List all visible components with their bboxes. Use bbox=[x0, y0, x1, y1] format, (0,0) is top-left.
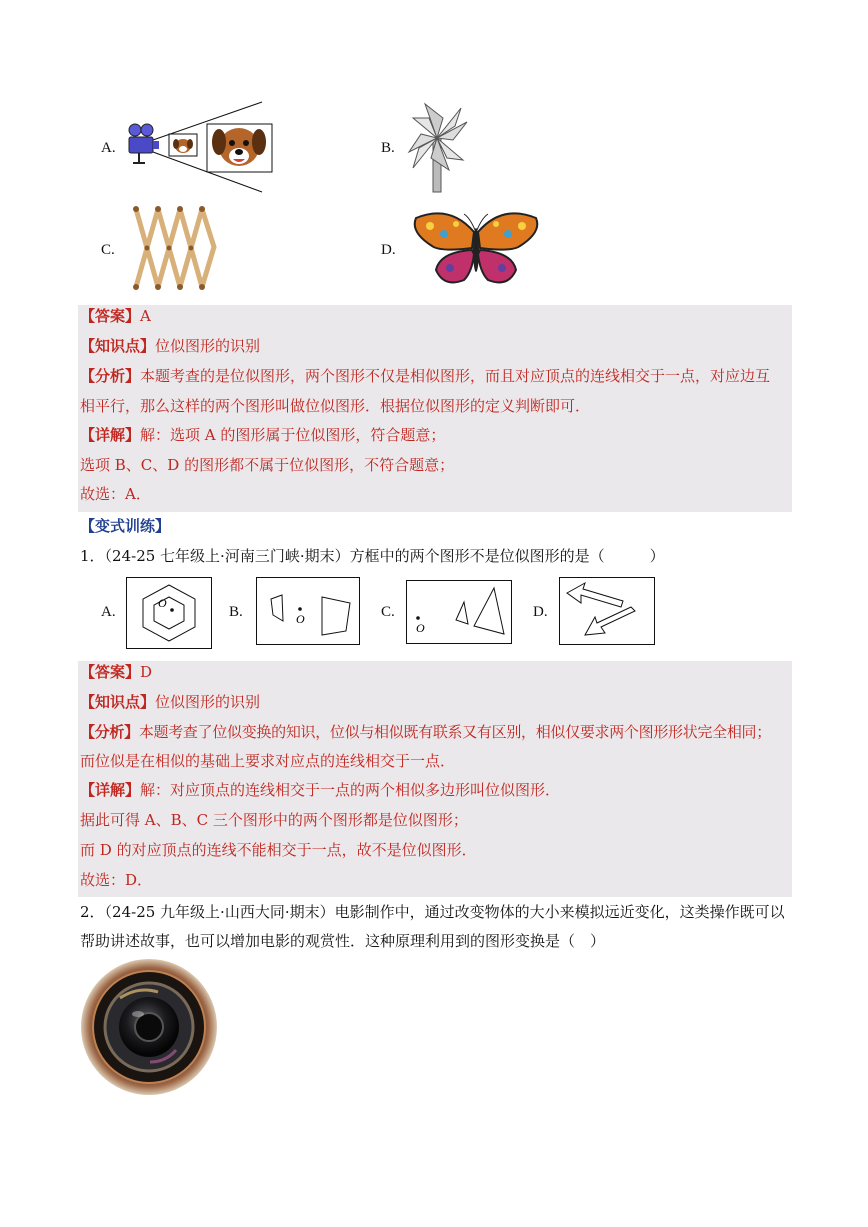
q1-option-a-label: A. bbox=[101, 604, 116, 620]
question-2-text-cont: 帮助讲述故事，也可以增加电影的观赏性．这种原理利用到的图形变换是（ ） bbox=[80, 932, 606, 950]
projector-dog-figure bbox=[125, 100, 277, 196]
answer-line-0 bbox=[80, 306, 151, 326]
option-c-label: C. bbox=[101, 242, 115, 258]
question-2-text: 2．（24-25 九年级上·山西大同·期末）电影制作中，通过改变物体的大小来模拟远近变化，这类操作既可以 bbox=[80, 903, 785, 921]
analysis-tag: 【分析】 bbox=[80, 723, 139, 741]
knowledge-point-value: 位似图形的识别 bbox=[155, 693, 261, 711]
knowledge-point-tag: 【知识点】 bbox=[80, 337, 156, 355]
option-d-label: D. bbox=[381, 242, 396, 258]
detail-line-0 bbox=[80, 425, 445, 445]
question-1-text: 1．（24-25 七年级上·河南三门峡·期末）方框中的两个图形不是位似图形的是（ ） bbox=[80, 547, 665, 565]
answer-value: A bbox=[140, 307, 151, 325]
answer-tag: 【答案】 bbox=[80, 307, 141, 325]
folding-rack-figure bbox=[128, 203, 220, 293]
arrows-figure bbox=[559, 577, 655, 645]
analysis-text: 本题考查了位似变换的知识，位似与相似既有联系又有区别，相似仅要求两个图形形状完全相同； bbox=[138, 723, 771, 741]
detail-text-2: 选项 B、C、D 的图形都不属于位似图形，不符合题意； bbox=[80, 456, 455, 474]
q1-option-d-label: D. bbox=[533, 604, 548, 620]
triangle-center-label: O bbox=[416, 621, 425, 635]
analysis-line-1 bbox=[80, 722, 771, 742]
knowledge-point-value: 位似图形的识别 bbox=[155, 337, 261, 355]
answer-line-1 bbox=[80, 662, 152, 682]
analysis-text-cont: 相平行，那么这样的两个图形叫做位似图形．根据位似图形的定义判断即可． bbox=[80, 397, 591, 415]
knowledge-point-line-1 bbox=[80, 692, 260, 712]
variant-training-title: 【变式训练】 bbox=[80, 517, 171, 535]
detail-text: 解：对应顶点的连线相交于一点的两个相似多边形叫位似图形． bbox=[140, 781, 561, 799]
knowledge-point-tag: 【知识点】 bbox=[80, 693, 156, 711]
detail-conclusion: 故选：A． bbox=[80, 485, 151, 503]
triangles-figure bbox=[406, 580, 512, 644]
camera-lens-figure bbox=[80, 958, 218, 1096]
detail-text-2: 据此可得 A、B、C 三个图形中的两个图形都是位似图形； bbox=[80, 811, 468, 829]
detail-text-3: 而 D 的对应顶点的连线不能相交于一点，故不是位似图形． bbox=[80, 841, 477, 859]
knowledge-point-line-0 bbox=[80, 336, 260, 356]
hexagons-figure bbox=[126, 577, 212, 649]
quadrilaterals-figure bbox=[256, 577, 360, 645]
butterfly-figure bbox=[410, 210, 542, 288]
detail-line-1 bbox=[80, 780, 560, 800]
detail-tag: 【详解】 bbox=[80, 426, 141, 444]
detail-text: 解：选项 A 的图形属于位似图形，符合题意； bbox=[140, 426, 446, 444]
quad-center-label: O bbox=[296, 612, 305, 626]
analysis-line-0 bbox=[80, 366, 770, 386]
q1-option-b-label: B. bbox=[229, 604, 243, 620]
option-b-label: B. bbox=[381, 140, 395, 156]
answer-tag: 【答案】 bbox=[80, 663, 141, 681]
analysis-tag: 【分析】 bbox=[80, 367, 141, 385]
detail-conclusion: 故选：D． bbox=[80, 871, 153, 889]
answer-value: D bbox=[140, 663, 153, 681]
hexagon-center-label: O bbox=[158, 596, 167, 610]
pinwheel-figure bbox=[405, 100, 471, 194]
analysis-text-cont: 而位似是在相似的基础上要求对应点的连线相交于一点． bbox=[80, 752, 456, 770]
detail-tag: 【详解】 bbox=[80, 781, 141, 799]
analysis-text: 本题考查的是位似图形，两个图形不仅是相似图形，而且对应顶点的连线相交于一点，对应边互 bbox=[140, 367, 771, 385]
q1-option-c-label: C. bbox=[381, 604, 395, 620]
option-a-label: A. bbox=[101, 140, 116, 156]
